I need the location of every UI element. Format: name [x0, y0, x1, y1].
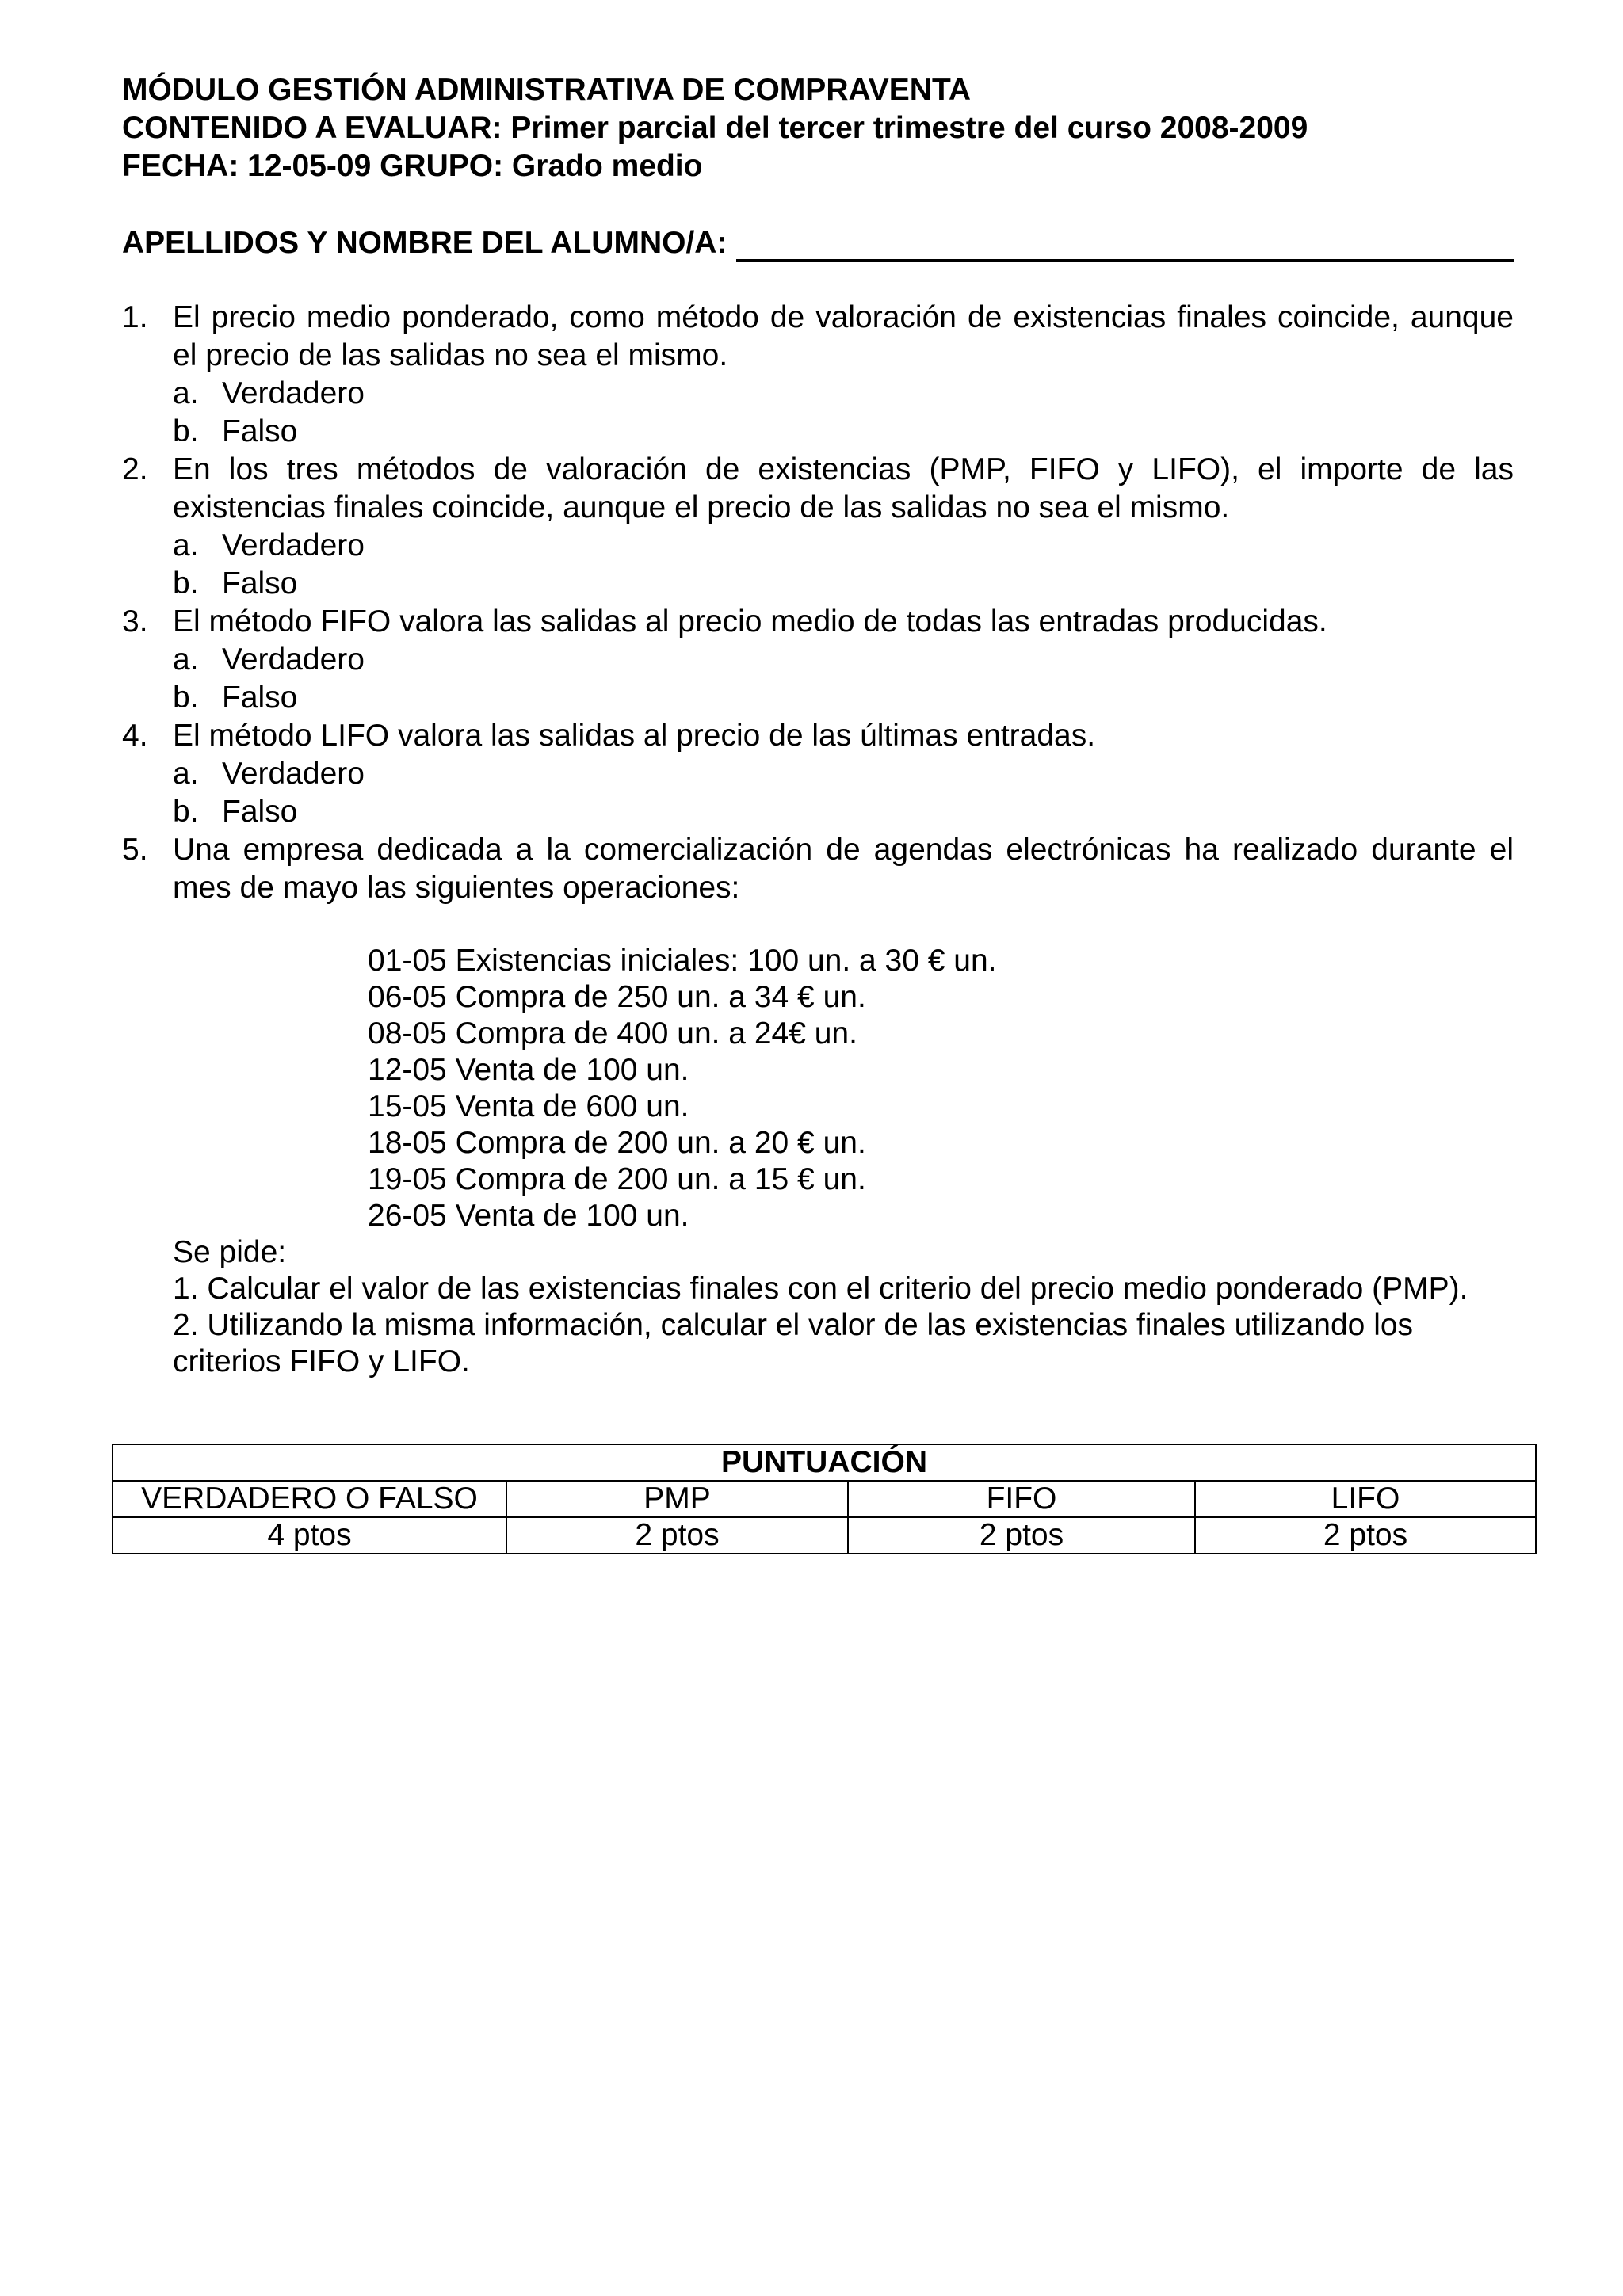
student-name-label: APELLIDOS Y NOMBRE DEL ALUMNO/A: [122, 226, 727, 260]
operations-list [173, 943, 1514, 1234]
question-text: El método FIFO valora las salidas al precio medio de todas las entradas producidas. [173, 605, 1327, 639]
option-label: Falso [222, 414, 298, 448]
option-b[interactable] [173, 565, 1514, 603]
option-letter: b. [173, 414, 199, 448]
option-letter: a. [173, 528, 199, 563]
score-table-title: PUNTUACIÓN [113, 1444, 1536, 1481]
question-3 [122, 603, 1514, 717]
se-pide-item: 1. Calcular el valor de las existencias finales con el criterio del precio medio ponderado (PMP). [173, 1272, 1468, 1306]
score-value-cell: 2 ptos [848, 1517, 1195, 1554]
score-header-cell: LIFO [1195, 1481, 1536, 1517]
option-a[interactable] [173, 755, 1514, 793]
operation-item: 15-05 Venta de 600 un. [368, 1089, 689, 1123]
question-1 [122, 299, 1514, 451]
option-label: Verdadero [222, 757, 365, 791]
option-a[interactable] [173, 375, 1514, 413]
module-title: MÓDULO GESTIÓN ADMINISTRATIVA DE COMPRAVENTA [122, 73, 972, 107]
operation-item: 19-05 Compra de 200 un. a 15 € un. [368, 1162, 866, 1196]
question-text: El método LIFO valora las salidas al precio de las últimas entradas. [173, 719, 1096, 753]
question-2 [122, 451, 1514, 603]
score-value-row [113, 1517, 1536, 1554]
option-b[interactable] [173, 793, 1514, 831]
questions-list [122, 299, 1514, 1380]
question-number: 2. [122, 452, 148, 486]
operation-item: 26-05 Venta de 100 un. [368, 1199, 689, 1233]
option-letter: b. [173, 681, 199, 715]
option-letter: b. [173, 566, 199, 601]
option-letter: a. [173, 643, 199, 677]
option-letter: b. [173, 795, 199, 829]
option-a[interactable] [173, 527, 1514, 565]
score-header-row [113, 1481, 1536, 1517]
question-number: 5. [122, 833, 148, 867]
question-text: Una empresa dedicada a la comercialización de agendas electrónicas ha realizado durante el mes de mayo las siguientes operaciones: [173, 833, 1514, 905]
se-pide-item: 2. Utilizando la misma información, calcular el valor de las existencias finales utilizando los criterios FIFO y LIFO. [173, 1308, 1414, 1379]
operation-item: 06-05 Compra de 250 un. a 34 € un. [368, 980, 866, 1014]
student-name-row [122, 224, 1514, 262]
option-label: Verdadero [222, 376, 365, 410]
option-label: Falso [222, 566, 298, 601]
score-value-cell: 4 ptos [113, 1517, 506, 1554]
option-letter: a. [173, 376, 199, 410]
student-name-line[interactable] [736, 229, 1514, 262]
se-pide-label: Se pide: [173, 1235, 287, 1269]
option-letter: a. [173, 757, 199, 791]
operation-item: 08-05 Compra de 400 un. a 24€ un. [368, 1016, 857, 1051]
score-table [112, 1444, 1537, 1554]
operation-item: 12-05 Venta de 100 un. [368, 1053, 689, 1087]
option-label: Falso [222, 681, 298, 715]
score-header-cell: PMP [506, 1481, 848, 1517]
question-4 [122, 717, 1514, 831]
score-header-cell: VERDADERO O FALSO [113, 1481, 506, 1517]
option-b[interactable] [173, 413, 1514, 451]
score-value-cell: 2 ptos [506, 1517, 848, 1554]
option-label: Falso [222, 795, 298, 829]
question-text: El precio medio ponderado, como método de valoración de existencias finales coincide, aunque el precio de las salidas no sea el mismo. [173, 300, 1514, 372]
operation-item: 01-05 Existencias iniciales: 100 un. a 30 € un. [368, 944, 997, 978]
content-line: CONTENIDO A EVALUAR: Primer parcial del tercer trimestre del curso 2008-2009 [122, 111, 1308, 145]
option-a[interactable] [173, 641, 1514, 679]
operation-item: 18-05 Compra de 200 un. a 20 € un. [368, 1126, 866, 1160]
option-label: Verdadero [222, 528, 365, 563]
question-number: 4. [122, 719, 148, 753]
question-number: 1. [122, 300, 148, 334]
score-header-cell: FIFO [848, 1481, 1195, 1517]
option-b[interactable] [173, 679, 1514, 717]
question-5 [122, 831, 1514, 1380]
date-group-line: FECHA: 12-05-09 GRUPO: Grado medio [122, 149, 703, 183]
question-text: En los tres métodos de valoración de existencias (PMP, FIFO y LIFO), el importe de las existencias finales coincide, aunque el precio de las salidas no sea el mismo. [173, 452, 1514, 524]
option-label: Verdadero [222, 643, 365, 677]
score-value-cell: 2 ptos [1195, 1517, 1536, 1554]
question-number: 3. [122, 605, 148, 639]
